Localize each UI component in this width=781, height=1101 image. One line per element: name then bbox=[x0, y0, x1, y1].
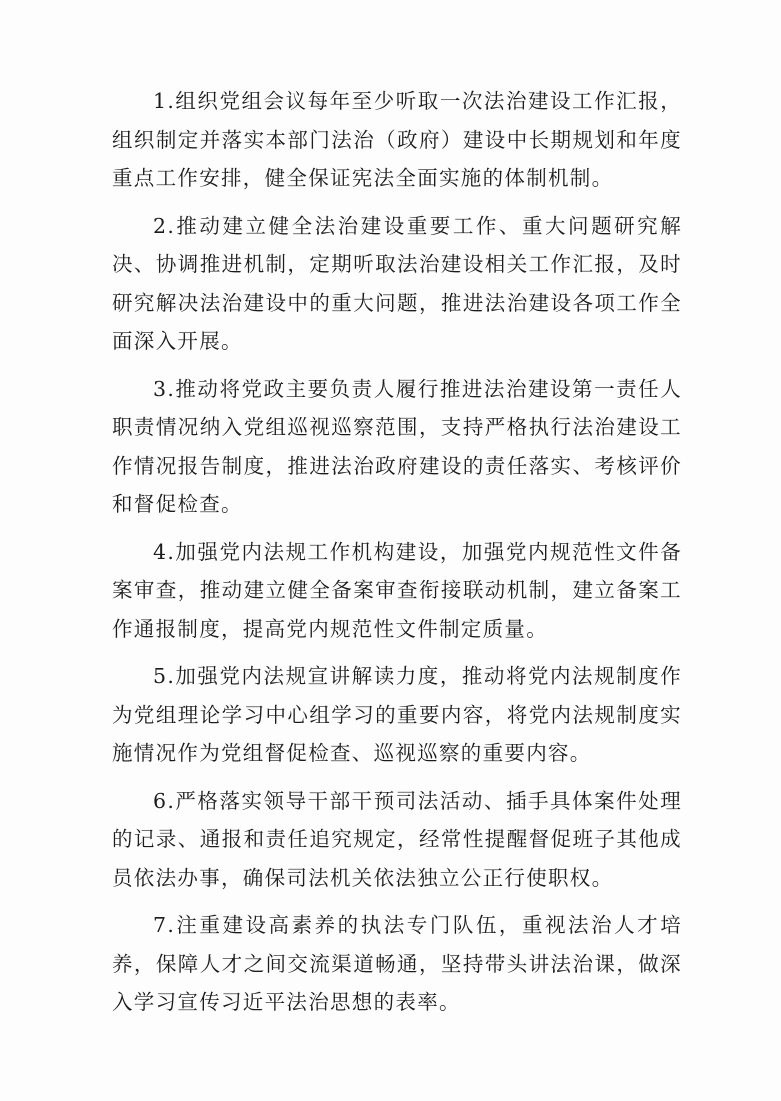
paragraph-item-7: 7.注重建设高素养的执法专门队伍，重视法治人才培养，保障人才之间交流渠道畅通，坚持带头讲法治课，做深入学习宣传习近平法治思想的表率。 bbox=[112, 913, 682, 1014]
document-body bbox=[112, 82, 682, 1031]
paragraph-item-3: 3.推动将党政主要负责人履行推进法治建设第一责任人职责情况纳入党组巡视巡察范围，支持严格执行法治建设工作情况报告制度，推进法治政府建设的责任落实、考核评价和督促检查。 bbox=[112, 376, 682, 516]
paragraph-item-1: 1.组织党组会议每年至少听取一次法治建设工作汇报，组织制定并落实本部门法治（政府）建设中长期规划和年度重点工作安排，健全保证宪法全面实施的体制机制。 bbox=[112, 89, 682, 190]
paragraph-item-2: 2.推动建立健全法治建设重要工作、重大问题研究解决、协调推进机制，定期听取法治建设相关工作汇报，及时研究解决法治建设中的重大问题，推进法治建设各项工作全面深入开展。 bbox=[112, 213, 682, 353]
paragraph-item-6: 6.严格落实领导干部干预司法活动、插手具体案件处理的记录、通报和责任追究规定，经常性提醒督促班子其他成员依法办事，确保司法机关依法独立公正行使职权。 bbox=[112, 788, 682, 890]
paragraph-item-4: 4.加强党内法规工作机构建设，加强党内规范性文件备案审查，推动建立健全备案审查衔接联动机制，建立备案工作通报制度，提高党内规范性文件制定质量。 bbox=[112, 539, 682, 641]
paragraph-item-5: 5.加强党内法规宣讲解读力度，推动将党内法规制度作为党组理论学习中心组学习的重要内容，将党内法规制度实施情况作为党组督促检查、巡视巡察的重要内容。 bbox=[112, 664, 682, 765]
